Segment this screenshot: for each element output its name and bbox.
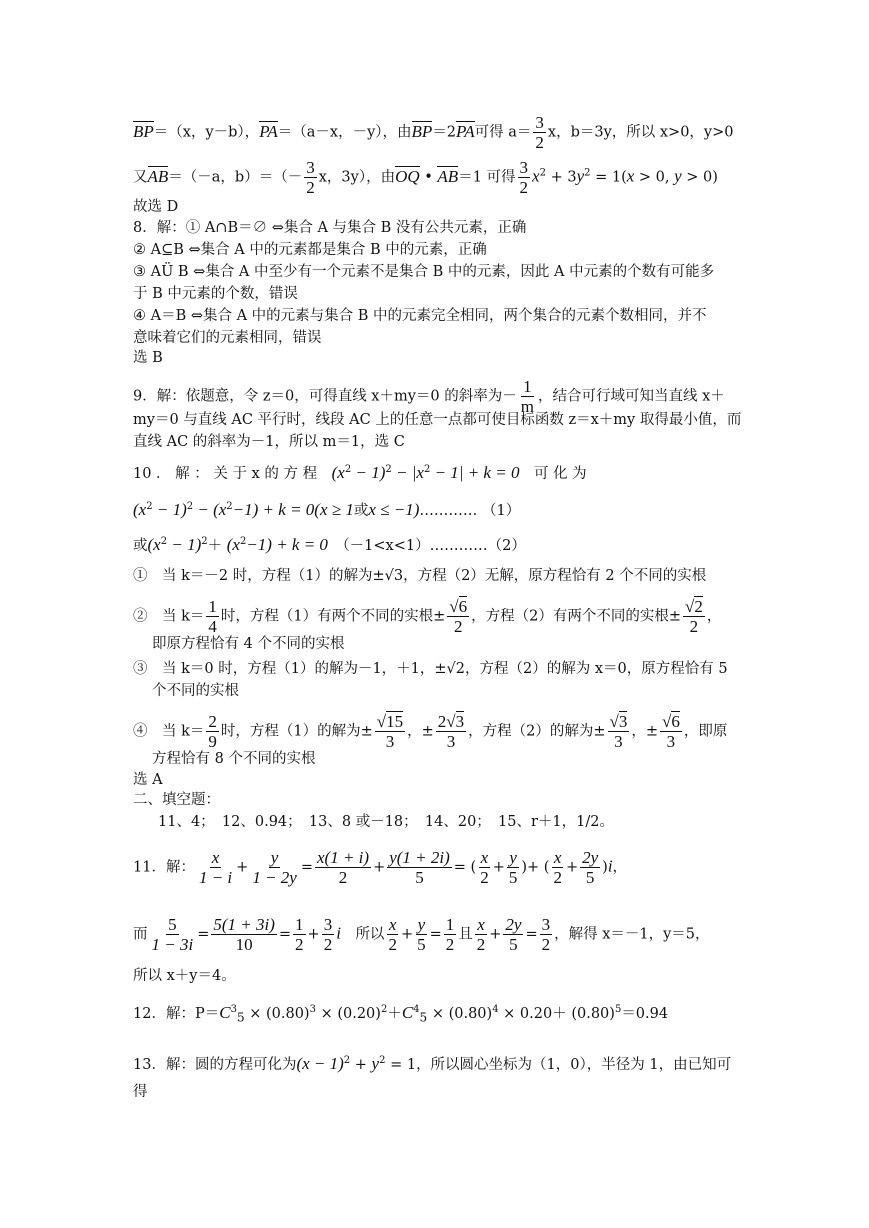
fraction-3-2: $\frac{3}{2}$ (535, 113, 544, 152)
answers-summary: 11、4； 12、0.94； 13、8 或－18； 14、20； 15、r＋1，1/2。 (158, 814, 614, 830)
solution-10-line-1: 10 ． 解 ： 关 于 x 的 方 程 $(x^2 - 1)^2 - |x^2 - 1| + k = 0$ 可 化 为 (133, 462, 587, 482)
solution-10-eq-2: 或$(x^2 - 1)^2+ (x^2-1) + k = 0$ （－1<x<1）…………（2） (133, 534, 526, 554)
solution-9-line-1: 9．解：依题意，令 z＝0，可得直线 x＋my＝0 的斜率为－ $\frac{1}{m}$ ，结合可行域可知当直线 x＋ (133, 377, 725, 416)
solution-10-case-3: ③ 当 k＝0 时，方程（1）的解为－1，＋1，±√2，方程（2）的解为 x＝0，原方程恰有 5 (133, 661, 728, 677)
solution-8-line-6: 意味着它们的元素相同，错误 (133, 330, 322, 346)
solution-10-case-2-cont: 即原方程恰有 4 个不同的实根 (152, 636, 345, 652)
solution-9-line-2: my＝0 与直线 AC 平行时，线段 AC 上的任意一点都可使目标函数 z＝x＋my 取得最小值，而 (133, 412, 742, 428)
solution-8-line-4: 于 B 中元素的个数，错误 (133, 286, 298, 302)
solution-10-case-2: ② 当 k＝ $\frac{1}{4}$ 时，方程（1）有两个不同的实根± $\frac{√6}{2}$ ，方程（2）有两个不同的实根± $\frac{√2}{2}$ ， (133, 597, 722, 636)
solution-11-line-1: 11．解： $\frac{x}{1 - i}$ + $\frac{y}{1 - 2y}$ = $\frac{x(1 + i)}{2}$ + $\frac{y(1 + 2i)}{5}$ = ( $\frac{x}{2}$ + $\frac{y}{5}$ )+ ( $\frac{x}{2}$ + $\frac{2y}{5}$ )i， (133, 848, 628, 887)
solution-11-line-2: 而 $\frac{5}{1 - 3i}$ = $\frac{5(1 + 3i)}{10}$ = $\frac{1}{2}$ + $\frac{3}{2}$ i 所以 $\frac{x}{2}$ + $\frac{y}{5}$ = $\frac{1}{2}$ 且 $\frac{x}{2}$ + $\frac{2y}{5}$ = $\frac{3}{2}$ ，解得 x＝－1，y＝5， (133, 915, 710, 954)
answer-7: 故选 D (133, 199, 179, 215)
solution-8-line-1: 8．解：① A∩B＝∅ ⇔集合 A 与集合 B 没有公共元素，正确 (133, 220, 527, 236)
solution-10-case-4-cont: 方程恰有 8 个不同的实根 (152, 751, 316, 767)
answer-10: 选 A (133, 772, 163, 788)
solution-9-line-3: 直线 AC 的斜率为－1，所以 m＝1，选 C (133, 434, 405, 450)
solution-10-case-4: ④ 当 k＝ $\frac{2}{9}$ 时，方程（1）的解为± $\frac{√15}{3}$ ，± $\frac{2√3}{3}$ ，方程（2）的解为± $\frac{√3}{3}$ ，± $\frac{√6}{3}$ ，即原 (133, 712, 728, 751)
answer-8: 选 B (133, 350, 163, 366)
solution-13-line-2: 得 (133, 1084, 148, 1100)
solution-10-case-1: ① 当 k＝－2 时，方程（1）的解为±√3，方程（2）无解，原方程恰有 2 个不同的实根 (133, 568, 707, 584)
solution-10-eq-1: $(x^2 - 1)^2 - (x^2-1) + k = 0(x \ge 1$或x ≤ −1)………… （1） (133, 499, 521, 519)
solution-7-line-1: BP＝（x，y－b），PA＝（a－x，－y），由BP＝2PA可得 a＝ $\frac{3}{2}$ x，b＝3y，所以 x>0，y>0 (133, 113, 734, 152)
solution-8-line-2: ② A⊆B ⇔集合 A 中的元素都是集合 B 中的元素，正确 (133, 242, 487, 258)
solution-13-line-1: 13．解：圆的方程可化为$(x - 1)^2 + y^2 = 1$，所以圆心坐标为（1，0），半径为 1，由已知可 (133, 1053, 732, 1073)
solution-11-line-3: 所以 x＋y＝4。 (133, 968, 236, 984)
solution-10-case-3-cont: 个不同的实根 (152, 683, 239, 699)
solution-12: 12．解：$P=C^3_5 \times (0.80)^3 \times (0.20)^2+C^4_5 \times (0.80)^4 \times 0.20+ (0.80)^5=0.94$ (133, 1002, 669, 1025)
solution-8-line-5: ④ A＝B ⇔集合 A 中的元素与集合 B 中的元素完全相同，两个集合的元素个数相同，并不 (133, 308, 707, 324)
section-heading-fill-in: 二、填空题： (133, 792, 220, 808)
solution-8-line-3: ③ AÜ B ⇔集合 A 中至少有一个元素不是集合 B 中的元素，因此 A 中元素的个数有可能多 (133, 264, 715, 280)
solution-7-line-2: 又AB＝（－a，b）＝（－ $\frac{3}{2}$ x，3y），由OQ • AB＝1 可得 $\frac{3}{2}$ $x^2 + 3y^2 = 1(x > 0$, y > 0) (133, 158, 718, 197)
